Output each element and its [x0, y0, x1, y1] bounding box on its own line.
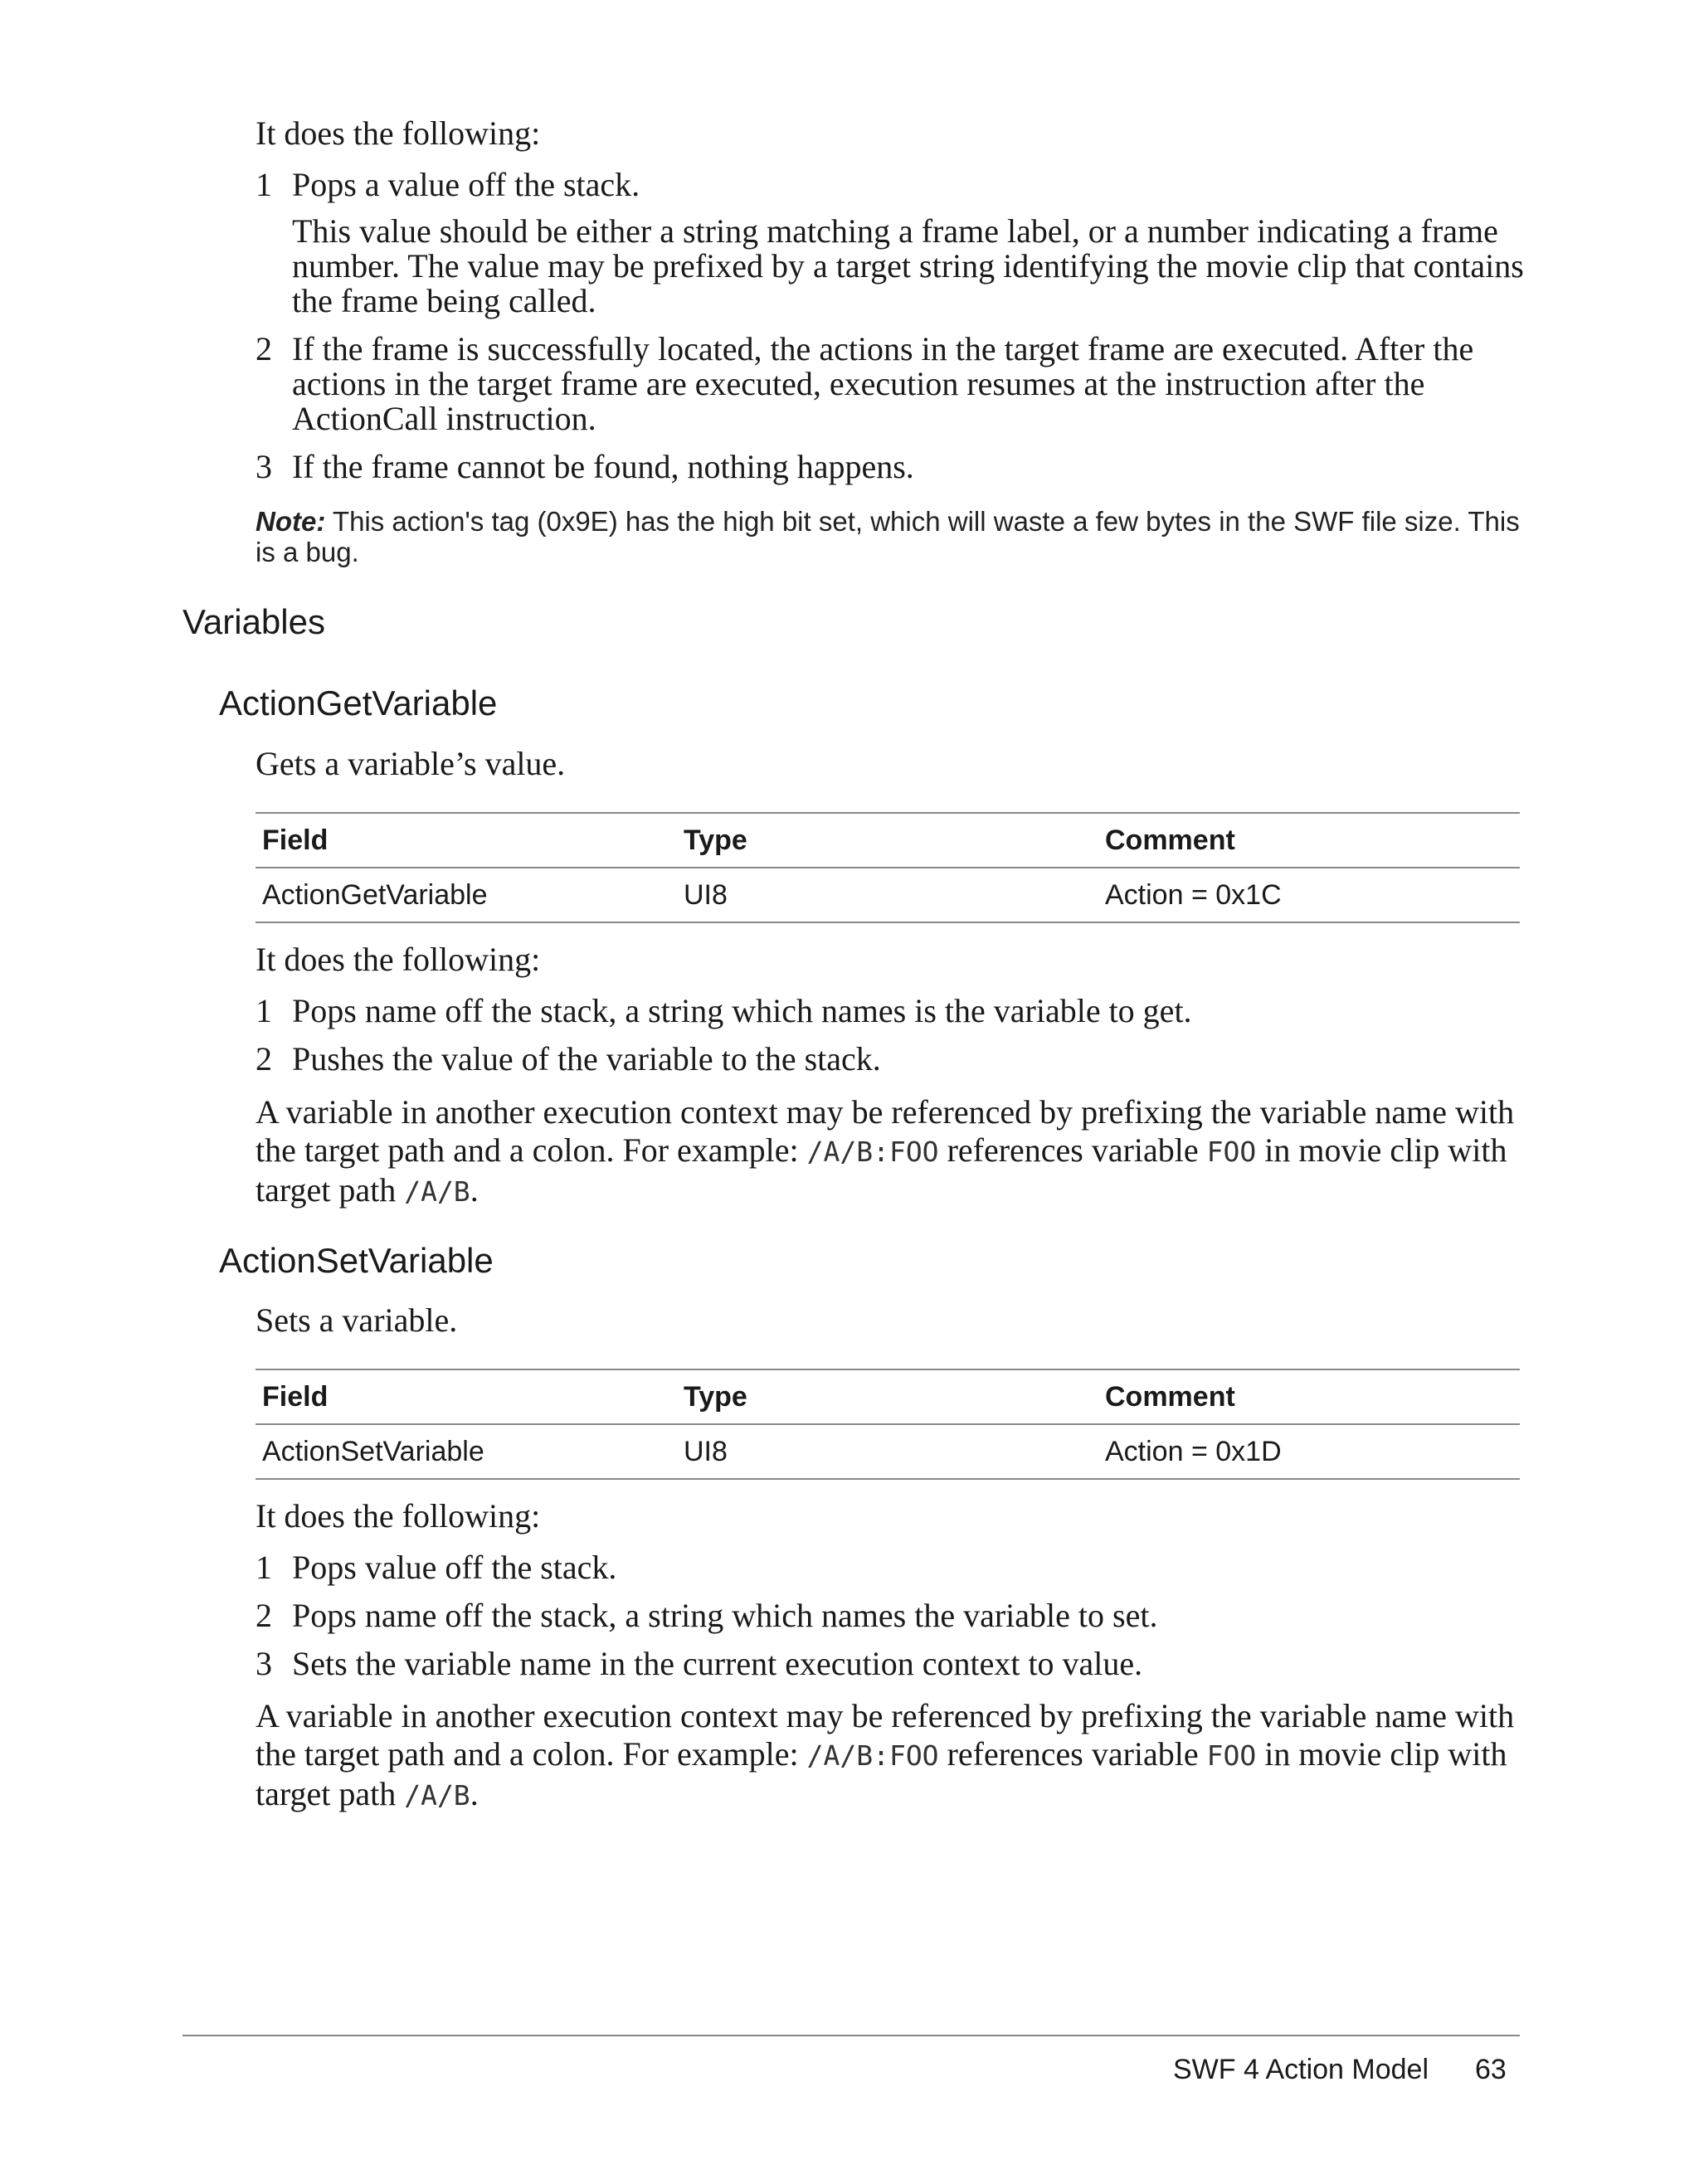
set-variable-table: [256, 1369, 1520, 1480]
list-item: 2 Pushes the value of the variable to the stack.: [256, 1040, 881, 1077]
note-label: Note:: [256, 506, 326, 537]
footer-rule: [183, 2035, 1520, 2036]
code-snippet: /A/B:FOO: [806, 1136, 939, 1168]
table-cell: ActionGetVariable: [262, 878, 488, 911]
table-header-row: [256, 1369, 1520, 1424]
intro-steps-list: [256, 168, 1533, 484]
table-header-type: Type: [684, 1380, 747, 1413]
table-cell: ActionSetVariable: [262, 1435, 484, 1467]
set-variable-title: ActionSetVariable: [219, 1241, 494, 1280]
list-item: 2 If the frame is successfully located, the actions in the target frame are executed. After the actions in the target frame are executed, execution resumes at the instruction after the ActionCall instruction.: [256, 330, 1474, 437]
set-variable-summary: Sets a variable.: [256, 1301, 458, 1339]
table-cell: UI8: [684, 1435, 728, 1467]
code-snippet: FOO: [1206, 1136, 1257, 1168]
note: [256, 506, 1533, 567]
list-item: 1 Pops a value off the stack.: [256, 166, 640, 203]
table-header-comment: Comment: [1105, 1380, 1235, 1413]
table-header-row: [256, 813, 1520, 868]
set-variable-steps-list: [256, 1550, 1533, 1681]
list-item: 2 Pops name off the stack, a string which names the variable to set.: [256, 1597, 1158, 1634]
set-variable-paragraph: A variable in another execution context may be referenced by prefixing the variable name with the target path and a colon. For example: /A/B:FOO references variable FOO in movie clip with target path /A/B.: [256, 1697, 1515, 1812]
get-variable-summary: Gets a variable’s value.: [256, 745, 566, 782]
get-variable-steps-list: [256, 994, 1533, 1077]
list-item: 1 Pops name off the stack, a string which names is the variable to get.: [256, 992, 1192, 1029]
get-variable-paragraph: A variable in another execution context may be referenced by prefixing the variable name with the target path and a colon. For example: /A/B:FOO references variable FOO in movie clip with target path /A/B.: [256, 1093, 1515, 1209]
get-variable-title: ActionGetVariable: [219, 683, 498, 722]
table-cell: UI8: [684, 878, 728, 911]
list-item: 1 Pops value off the stack.: [256, 1549, 617, 1586]
table-header-field: Field: [262, 824, 329, 856]
list-item: 3 Sets the variable name in the current execution context to value.: [256, 1645, 1143, 1682]
code-snippet: /A/B:FOO: [806, 1739, 939, 1772]
list-item-continuation: This value should be either a string matching a frame label, or a number indicating a frame number. The value may be prefixed by a target string identifying the movie clip that contains the frame being called.: [292, 212, 1524, 319]
code-snippet: /A/B: [404, 1779, 470, 1812]
intro-lead: It does the following:: [256, 114, 541, 152]
list-item: 3 If the frame cannot be found, nothing happens.: [256, 448, 914, 485]
code-snippet: /A/B: [404, 1175, 470, 1208]
page-number: 63: [1475, 2054, 1507, 2085]
table-header-field: Field: [262, 1380, 329, 1413]
get-variable-lead: It does the following:: [256, 941, 541, 978]
table-header-comment: Comment: [1105, 824, 1235, 856]
note-text: This action's tag (0x9E) has the high bit set, which will waste a few bytes in the SWF file size. This is a bug.: [256, 506, 1520, 567]
table-row: [256, 868, 1520, 922]
table-cell: Action = 0x1C: [1105, 878, 1282, 911]
table-cell: Action = 0x1D: [1105, 1435, 1282, 1467]
get-variable-table: [256, 812, 1520, 923]
table-header-type: Type: [684, 824, 747, 856]
table-row: [256, 1424, 1520, 1479]
code-snippet: FOO: [1206, 1739, 1257, 1772]
section-title: Variables: [183, 602, 325, 641]
set-variable-lead: It does the following:: [256, 1497, 541, 1535]
footer-chapter: SWF 4 Action Model: [1173, 2054, 1429, 2085]
